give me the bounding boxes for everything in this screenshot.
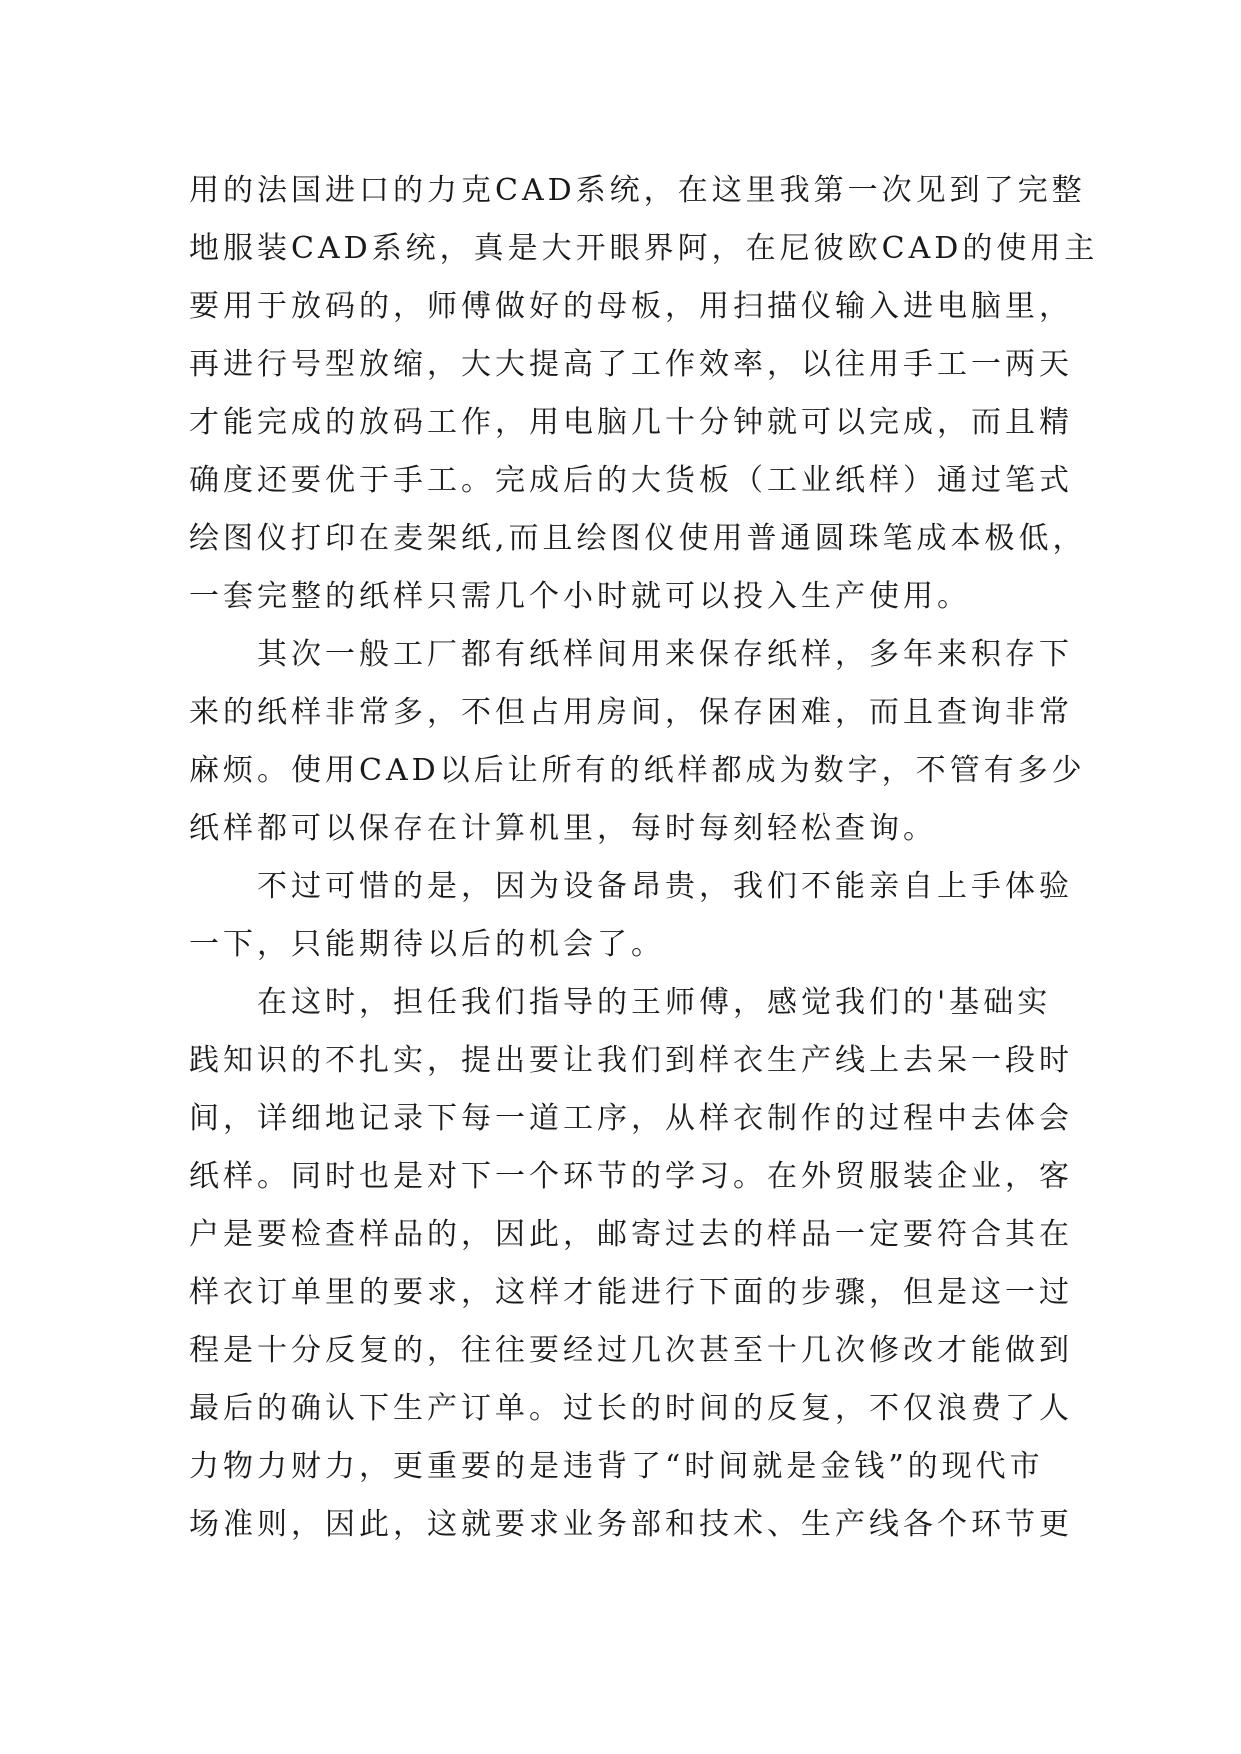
text-line: 要用于放码的，师傅做好的母板，用扫描仪输入进电脑里，: [189, 289, 1073, 324]
body-text: [189, 162, 1099, 1554]
text-line: 户是要检查样品的，因此，邮寄过去的样品一定要符合其在: [189, 1217, 1073, 1252]
text-line: 才能完成的放码工作，用电脑几十分钟就可以完成，而且精: [189, 405, 1073, 440]
text-line: 践知识的不扎实，提出要让我们到样衣生产线上去呆一段时: [189, 1043, 1073, 1078]
text-line: 用的法国进口的力克CAD系统，在这里我第一次见到了完整: [189, 173, 1086, 208]
text-line: 力物力财力，更重要的是违背了“时间就是金钱”的现代市: [189, 1449, 1044, 1484]
text-line: 麻烦。使用CAD以后让所有的纸样都成为数字，不管有多少: [189, 753, 1086, 788]
text-line: 纸样都可以保存在计算机里，每时每刻轻松查询。: [189, 811, 937, 846]
text-line: 一下，只能期待以后的机会了。: [189, 927, 665, 962]
paragraph-first-line: 不过可惜的是，因为设备昂贵，我们不能亲自上手体验: [257, 869, 1073, 904]
paragraph-first-line: 其次一般工厂都有纸样间用来保存纸样，多年来积存下: [257, 637, 1073, 672]
text-line: 间，详细地记录下每一道工序，从样衣制作的过程中去体会: [189, 1101, 1073, 1136]
text-line: 确度还要优于手工。完成后的大货板（工业纸样）通过笔式: [189, 463, 1073, 498]
text-line: 地服装CAD系统，真是大开眼界阿，在尼彼欧CAD的使用主: [189, 231, 1099, 266]
paragraph-first-line: 在这时，担任我们指导的王师傅，感觉我们的'基础实: [257, 985, 1052, 1020]
text-line: 样衣订单里的要求，这样才能进行下面的步骤，但是这一过: [189, 1275, 1073, 1310]
text-line: 绘图仪打印在麦架纸,而且绘图仪使用普通圆珠笔成本极低，: [189, 521, 1087, 556]
text-line: 场准则，因此，这就要求业务部和技术、生产线各个环节更: [189, 1507, 1073, 1542]
text-line: 最后的确认下生产订单。过长的时间的反复，不仅浪费了人: [189, 1391, 1073, 1426]
text-line: 纸样。同时也是对下一个环节的学习。在外贸服装企业，客: [189, 1159, 1073, 1194]
text-line: 程是十分反复的，往往要经过几次甚至十几次修改才能做到: [189, 1333, 1073, 1368]
text-line: 一套完整的纸样只需几个小时就可以投入生产使用。: [189, 579, 971, 614]
text-line: 来的纸样非常多，不但占用房间，保存困难，而且查询非常: [189, 695, 1073, 730]
text-line: 再进行号型放缩，大大提高了工作效率，以往用手工一两天: [189, 347, 1073, 382]
